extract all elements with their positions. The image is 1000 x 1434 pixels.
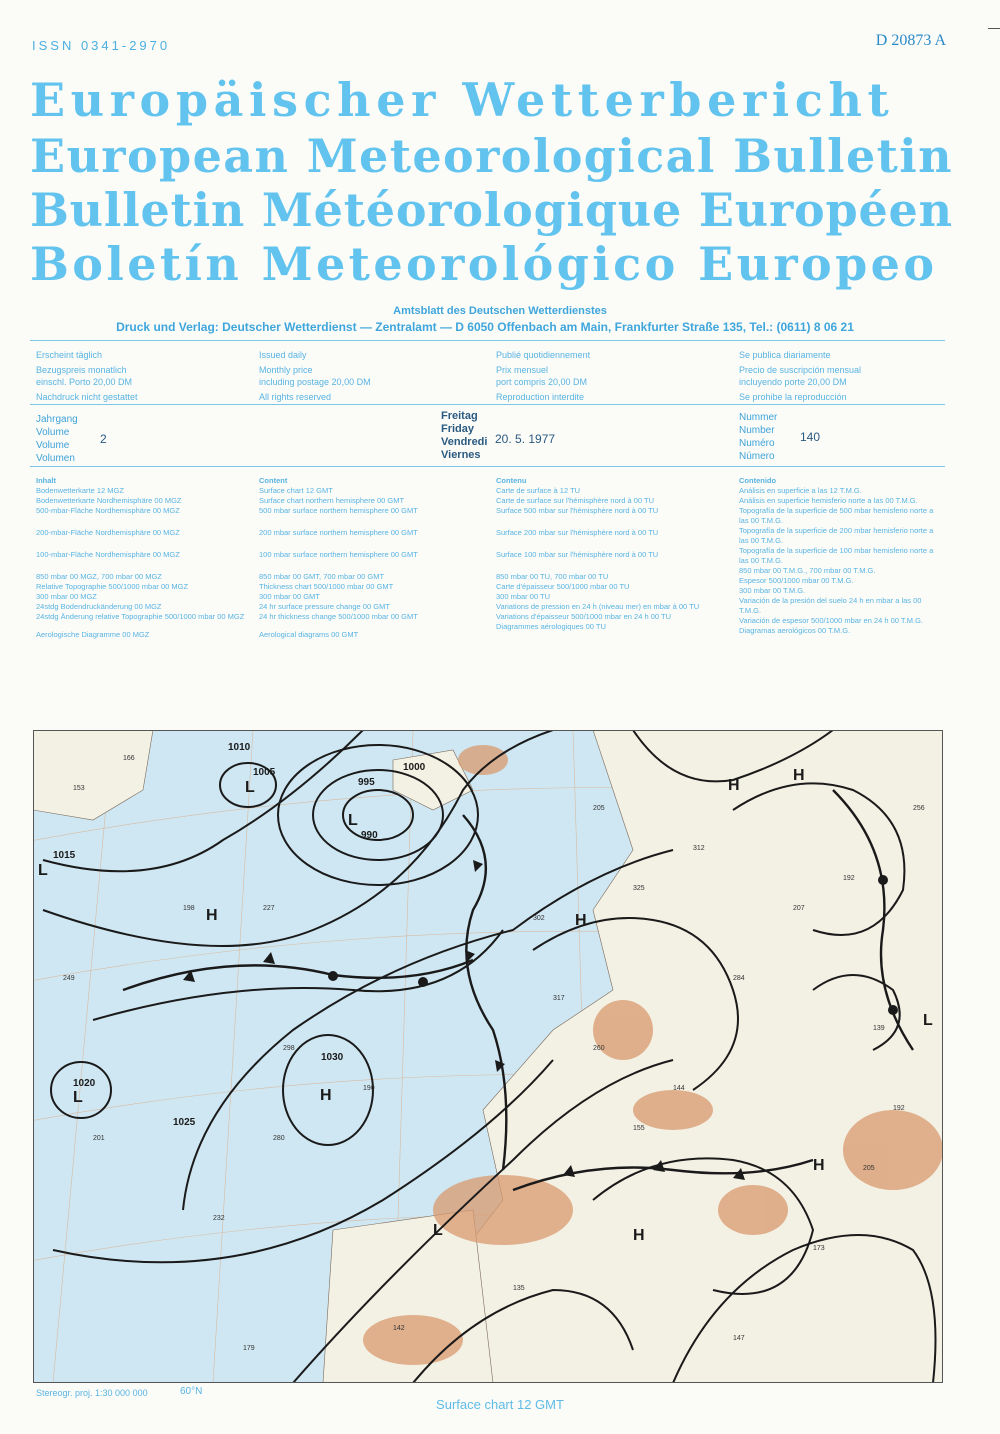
divider: [30, 404, 945, 405]
contents-item: Bodenwetterkarte Nordhemisphäre 00 MGZ: [36, 496, 182, 505]
contents-item: Topografía de la superficie de 200 mbar hemisferio norte a las 00 T.M.G.: [739, 526, 934, 545]
contents-item: Surface chart northern hemisphere 00 GMT: [259, 496, 405, 505]
svg-text:205: 205: [863, 1165, 875, 1172]
issn-label: ISSN 0341-2970: [32, 38, 171, 53]
publisher-line: Druck und Verlag: Deutscher Wetterdienst — Zentralamt — D 6050 Offenbach am Main, Frankfurter Straße 135, Tel.: (0611) 8 06 21: [116, 320, 854, 334]
low-center: L: [433, 1222, 443, 1239]
surface-weather-map: [33, 730, 943, 1383]
volume-value: 2: [100, 432, 107, 446]
title-german: Europäischer Wetterbericht: [30, 73, 895, 127]
pressure-label: 1025: [173, 1117, 196, 1128]
contents-item: Carte d'épaisseur 500/1000 mbar 00 TU: [496, 582, 630, 591]
contents-german: [36, 476, 251, 640]
svg-text:201: 201: [93, 1135, 105, 1142]
contents-item: Aerological diagrams 00 GMT: [259, 630, 359, 639]
svg-text:205: 205: [593, 805, 605, 812]
contents-item: Relative Topographie 500/1000 mbar 00 MGZ: [36, 582, 189, 591]
contents-item: 300 mbar 00 GMT: [259, 592, 320, 601]
terms-line: port compris 20,00 DM: [496, 377, 588, 387]
contents-item: Análisis en superficie hemisferio norte a las 00 T.M.G.: [739, 496, 918, 505]
contents-item: Variación de la presión del suelo 24 h en mbar a las 00 T.M.G.: [739, 596, 922, 615]
edge-mark: [988, 28, 1000, 29]
volume-label: Volume: [36, 440, 70, 451]
terms-line: Precio de suscripción mensual: [739, 365, 862, 375]
high-center: H: [575, 912, 587, 929]
official-gazette-note: Amtsblatt des Deutschen Wetterdienstes: [393, 305, 607, 317]
volume-label: Volume: [36, 427, 70, 438]
svg-text:166: 166: [123, 755, 135, 762]
contents-item: Carte de surface sur l'hémisphère nord à 00 TU: [496, 496, 655, 505]
svg-text:260: 260: [593, 1045, 605, 1052]
contents-item: 24 hr surface pressure change 00 GMT: [259, 602, 390, 611]
terms-line: including postage 20,00 DM: [259, 377, 371, 387]
contents-item: Variations de pression en 24 h (niveau mer) en mbar à 00 TU: [496, 602, 700, 611]
contents-heading: Contenido: [739, 476, 777, 485]
contents-item: Variations d'épaisseur 500/1000 mbar en 24 h 00 TU: [496, 612, 672, 621]
svg-text:302: 302: [533, 915, 545, 922]
terms-line: Se publica diariamente: [739, 350, 831, 360]
weekday-label: Viernes: [441, 449, 481, 461]
volume-labels: [36, 413, 78, 465]
terms-line: Issued daily: [259, 350, 307, 360]
svg-text:317: 317: [553, 995, 565, 1002]
low-center: L: [348, 812, 358, 829]
terms-line: Se prohibe la reproducción: [739, 392, 847, 402]
contents-item: Surface 100 mbar sur l'hémisphère nord à 00 TU: [496, 550, 659, 559]
svg-text:192: 192: [893, 1105, 905, 1112]
contents-item: Carte de surface à 12 TU: [496, 486, 581, 495]
terms-line: Nachdruck nicht gestattet: [36, 392, 138, 402]
contents-item: 300 mbar 00 TU: [496, 592, 551, 601]
svg-text:190: 190: [363, 1085, 375, 1092]
terms-line: All rights reserved: [259, 392, 332, 402]
high-center: H: [813, 1157, 825, 1174]
issue-number: 140: [800, 430, 821, 444]
volume-label: Jahrgang: [36, 414, 78, 425]
low-center: L: [73, 1089, 83, 1106]
divider: [30, 466, 945, 467]
svg-text:256: 256: [913, 805, 925, 812]
pressure-label: 995: [358, 777, 375, 788]
number-label: Número: [739, 451, 775, 462]
publication-code: D 20873 A: [875, 32, 946, 49]
contents-item: 850 mbar 00 TU, 700 mbar 00 TU: [496, 572, 609, 581]
terms-line: Erscheint täglich: [36, 350, 103, 360]
svg-text:135: 135: [513, 1285, 525, 1292]
contents-item: 24stdg Bodendruckänderung 00 MGZ: [36, 602, 162, 611]
terms-line: Publié quotidiennement: [496, 350, 591, 360]
svg-text:179: 179: [243, 1345, 255, 1352]
high-center: H: [793, 767, 805, 784]
contents-heading: Contenu: [496, 476, 527, 485]
contents-heading: Inhalt: [36, 476, 56, 485]
weekday-label: Freitag: [441, 410, 478, 422]
svg-text:144: 144: [673, 1085, 685, 1092]
svg-text:280: 280: [273, 1135, 285, 1142]
contents-item: 850 mbar 00 T.M.G., 700 mbar 00 T.M.G.: [739, 566, 876, 575]
svg-text:139: 139: [873, 1025, 885, 1032]
contents-item: Diagrammes aérologiques 00 TU: [496, 622, 606, 631]
high-center: H: [633, 1227, 645, 1244]
contents-spanish: [739, 476, 944, 636]
pressure-label: 1000: [403, 762, 426, 773]
svg-text:284: 284: [733, 975, 745, 982]
terms-french: [496, 349, 590, 403]
svg-text:249: 249: [63, 975, 75, 982]
contents-heading: Content: [259, 476, 288, 485]
contents-item: Topografía de la superficie de 500 mbar hemisferio norte a las 00 T.M.G.: [739, 506, 934, 525]
terms-german: [36, 349, 138, 403]
weekday-label: Vendredi: [441, 436, 488, 448]
contents-item: 850 mbar 00 MGZ, 700 mbar 00 MGZ: [36, 572, 162, 581]
weekday-labels: [441, 410, 487, 462]
pressure-label: 1030: [321, 1052, 344, 1063]
map-caption: Surface chart 12 GMT: [436, 1397, 564, 1412]
contents-item: 850 mbar 00 GMT, 700 mbar 00 GMT: [259, 572, 385, 581]
high-center: H: [728, 777, 740, 794]
terms-line: Prix mensuel: [496, 365, 549, 375]
contents-french: [496, 476, 721, 632]
contents-item: 300 mbar 00 T.M.G.: [739, 586, 806, 595]
number-labels: [739, 411, 777, 463]
terms-line: Reproduction interdite: [496, 392, 585, 402]
title-spanish: Boletín Meteorológico Europeo: [30, 237, 938, 291]
divider: [30, 340, 945, 341]
terms-line: Monthly price: [259, 365, 313, 375]
pressure-label: 1010: [228, 742, 251, 753]
low-center: L: [245, 779, 255, 796]
terms-line: incluyendo porte 20,00 DM: [739, 377, 847, 387]
contents-english: [259, 476, 484, 640]
pressure-label: 1020: [73, 1078, 96, 1089]
number-label: Numéro: [739, 438, 775, 449]
contents-item: 300 mbar 00 MGZ: [36, 592, 97, 601]
issue-date: 20. 5. 1977: [495, 432, 556, 446]
contents-item: Bodenwetterkarte 12 MGZ: [36, 486, 124, 495]
svg-text:147: 147: [733, 1335, 745, 1342]
pressure-label: 1005: [253, 767, 276, 778]
svg-text:142: 142: [393, 1325, 405, 1332]
contents-item: Diagramas aerológicos 00 T.M.G.: [739, 626, 851, 635]
contents-item: Surface 500 mbar sur l'hémisphère nord à 00 TU: [496, 506, 659, 515]
terms-line: einschl. Porto 20,00 DM: [36, 377, 133, 387]
contents-item: 24 hr thickness change 500/1000 mbar 00 GMT: [259, 612, 418, 621]
terms-english: [259, 349, 371, 403]
title-english: European Meteorological Bulletin: [30, 129, 954, 183]
latitude-note: 60°N: [180, 1386, 203, 1397]
svg-text:232: 232: [213, 1215, 225, 1222]
contents-item: 200-mbar-Fläche Nordhemisphäre 00 MGZ: [36, 528, 180, 537]
low-center: L: [38, 862, 48, 879]
number-label: Number: [739, 425, 775, 436]
contents-item: Surface chart 12 GMT: [259, 486, 333, 495]
contents-item: Análisis en superficie a las 12 T.M.G.: [739, 486, 862, 495]
svg-text:198: 198: [183, 905, 195, 912]
contents-item: Variación de espesor 500/1000 mbar en 24 h 00 T.M.G.: [739, 616, 924, 625]
volume-label: Volumen: [36, 453, 75, 464]
contents-item: Topografía de la superficie de 100 mbar hemisferio norte a las 00 T.M.G.: [739, 546, 934, 565]
high-center: H: [320, 1087, 332, 1104]
low-center: L: [923, 1012, 933, 1029]
terms-spanish: [739, 349, 861, 403]
contents-item: 100-mbar-Fläche Nordhemisphäre 00 MGZ: [36, 550, 180, 559]
projection-note: Stereogr. proj. 1:30 000 000: [36, 1388, 148, 1398]
contents-item: Espesor 500/1000 mbar 00 T.M.G.: [739, 576, 854, 585]
pressure-label: 1015: [53, 850, 76, 861]
contents-item: 200 mbar surface northern hemisphere 00 GMT: [259, 528, 418, 537]
svg-text:153: 153: [73, 785, 85, 792]
contents-item: Surface 200 mbar sur l'hémisphère nord à 00 TU: [496, 528, 659, 537]
contents-item: 500 mbar surface northern hemisphere 00 GMT: [259, 506, 418, 515]
svg-text:192: 192: [843, 875, 855, 882]
contents-item: Aerologische Diagramme 00 MGZ: [36, 630, 150, 639]
contents-item: Thickness chart 500/1000 mbar 00 GMT: [259, 582, 394, 591]
high-center: H: [206, 907, 218, 924]
svg-text:325: 325: [633, 885, 645, 892]
svg-text:207: 207: [793, 905, 805, 912]
svg-text:173: 173: [813, 1245, 825, 1252]
svg-text:227: 227: [263, 905, 275, 912]
svg-text:312: 312: [693, 845, 705, 852]
number-label: Nummer: [739, 412, 778, 423]
terms-line: Bezugspreis monatlich: [36, 365, 127, 375]
contents-item: 500-mbar-Fläche Nordhemisphäre 00 MGZ: [36, 506, 180, 515]
pressure-label: 990: [361, 830, 378, 841]
contents-item: 24stdg Änderung relative Topographie 500/1000 mbar 00 MGZ: [36, 612, 245, 621]
contents-item: 100 mbar surface northern hemisphere 00 GMT: [259, 550, 418, 559]
svg-text:155: 155: [633, 1125, 645, 1132]
svg-text:298: 298: [283, 1045, 295, 1052]
weekday-label: Friday: [441, 423, 475, 435]
title-french: Bulletin Météorologique Européen: [30, 183, 953, 237]
